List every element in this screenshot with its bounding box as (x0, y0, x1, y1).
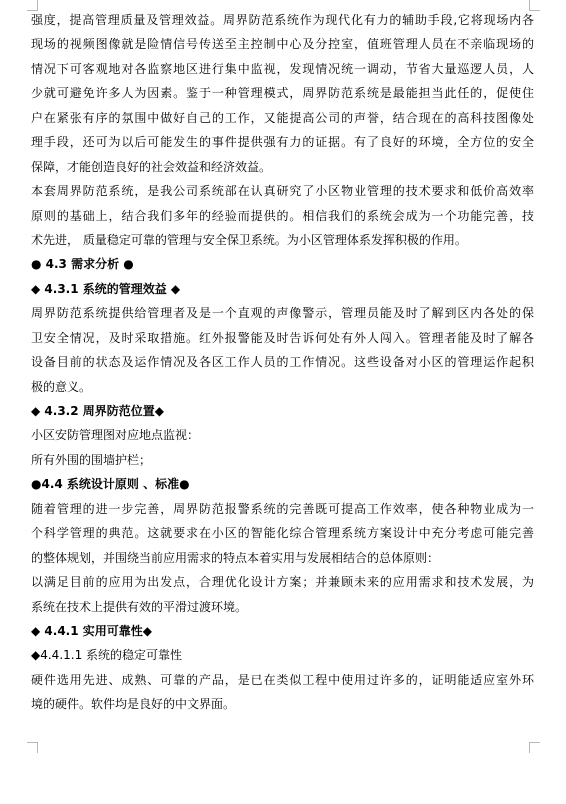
page-corner-mark-bottom-right (529, 742, 540, 753)
paragraph-line: 以满足目前的应用为出发点，合理优化设计方案；并兼顾未来的应用需求和技术发展，为 (31, 575, 534, 590)
paragraph-line: 个科学管理的典范。这就要求在小区的智能化综合管理系统方案设计中充分考虑可能完善 (31, 526, 534, 541)
paragraph-line: 情况下可客观地对各监察地区进行集中监视，发现情况统一调动，节省大量巡逻人员，人 (31, 61, 534, 76)
paragraph-line: 保障，才能创造良好的社会效益和经济效益。 (31, 159, 272, 174)
section-heading-4-3: ● 4.3 需求分析 ● (31, 257, 134, 272)
paragraph-line: 理手段，还可为以后可能发生的事件提供强有力的证据。有了良好的环境，全方位的安全 (31, 135, 534, 150)
paragraph-line: 户在紧张有序的氛围中做好自己的工作，又能提高公司的声誉，结合现在的高科技图像处 (31, 110, 534, 125)
paragraph-line: 小区安防管理图对应地点监视： (31, 428, 200, 443)
page-corner-mark-bottom-left (27, 742, 38, 753)
paragraph-line: 的整体规划，并围绕当前应用需求的特点本着实用与发展相结合的总体原则： (31, 550, 440, 565)
section-heading-4-4: ●4.4 系统设计原则 、标准● (31, 477, 190, 492)
paragraph-line: 现场的视频图像就是险情信号传送至主控制中心及分控室，值班管理人员在不亲临现场的 (31, 37, 534, 52)
paragraph-line: 极的意义。 (31, 379, 92, 394)
paragraph-line: 硬件选用先进、成熟、可靠的产品，是已在类似工程中使用过许多的，证明能适应室外环 (31, 672, 534, 687)
paragraph-line: 原则的基础上，结合我们多年的经验而提供的。相信我们的系统会成为一个功能完善，技 (31, 208, 534, 223)
paragraph-line: 少就可避免许多人为因素。鉴于一种管理模式，周界防范系统是最能担当此任的，促使住 (31, 86, 534, 101)
subsection-heading-4-4-1-1: ◆4.4.1.1 系统的稳定可靠性 (31, 648, 183, 663)
paragraph-line: 系统在技术上提供有效的平滑过渡环境。 (31, 599, 248, 614)
paragraph-line: 所有外围的围墙护栏； (31, 452, 152, 467)
paragraph-line: 境的硬件。软件均是良好的中文界面。 (31, 697, 236, 712)
document-body (31, 8, 534, 717)
paragraph-line: 随着管理的进一步完善，周界防范报警系统的完善既可提高工作效率，使各种物业成为一 (31, 501, 534, 516)
section-heading-4-3-1: ◆ 4.3.1 系统的管理效益 ◆ (31, 281, 181, 296)
section-heading-4-4-1: ◆ 4.4.1 实用可靠性◆ (31, 623, 152, 638)
paragraph-line: 卫安全情况，及时采取措施。红外报警能及时告诉何处有外人闯入。管理者能及时了解各 (31, 330, 534, 345)
paragraph-line: 术先进， 质量稳定可靠的管理与安全保卫系统。为小区管理体系发挥积极的作用。 (31, 232, 467, 247)
paragraph-line: 本套周界防范系统，是我公司系统部在认真研究了小区物业管理的技术要求和低价高效率 (31, 184, 534, 199)
paragraph-line: 强度，提高管理质量及管理效益。周界防范系统作为现代化有力的辅助手段,它将现场内各 (31, 13, 534, 27)
section-heading-4-3-2: ◆ 4.3.2 周界防范位置◆ (31, 404, 164, 418)
paragraph-line: 周界防范系统提供给管理者及是一个直观的声像警示，管理员能及时了解到区内各处的保 (31, 306, 534, 321)
paragraph-line: 设备目前的状态及运作情况及各区工作人员的工作情况。这些设备对小区的管理运作起积 (31, 355, 534, 370)
